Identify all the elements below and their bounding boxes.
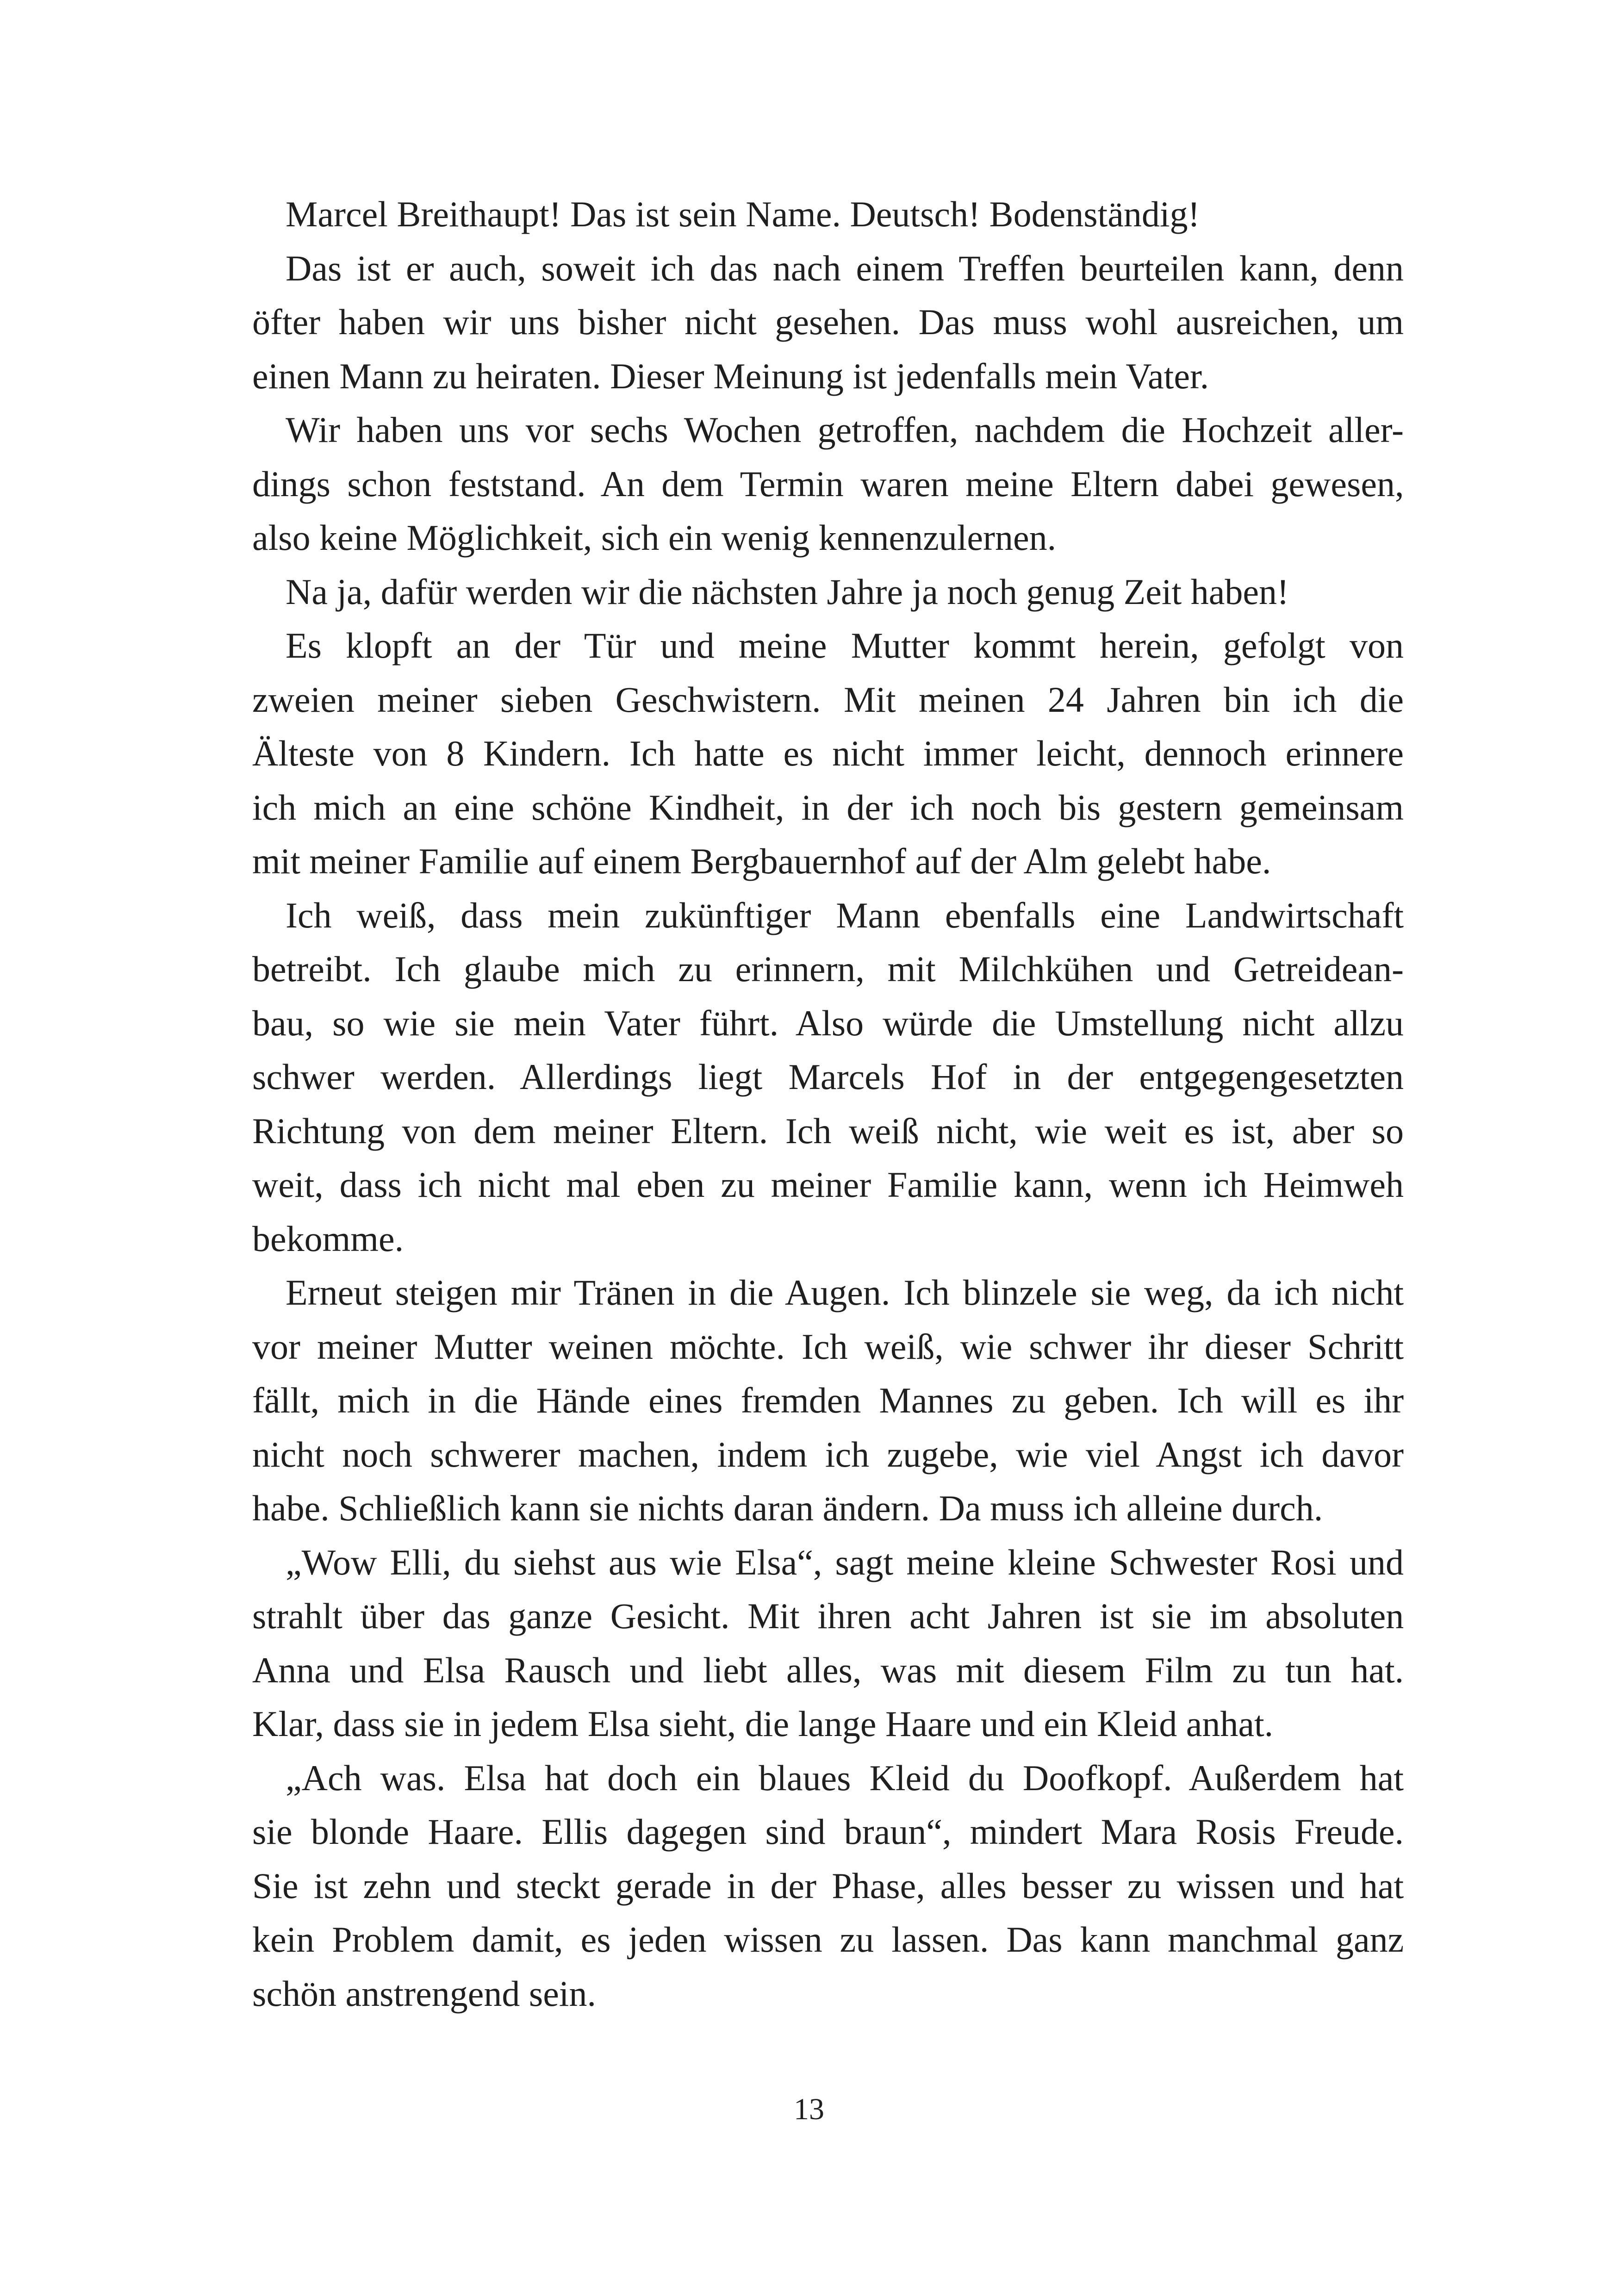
- text-line: zweien meiner sieben Geschwistern. Mit meinen 24 Jahren bin ich die: [252, 679, 1404, 720]
- paragraph: [219, 1266, 1404, 1536]
- paragraph: [219, 403, 1404, 565]
- text-line: fällt, mich in die Hände eines fremden Mannes zu geben. Ich will es ihr: [252, 1380, 1404, 1420]
- text-line: „Wow Elli, du siehst aus wie Elsa“, sagt meine kleine Schwester Rosi und: [286, 1542, 1404, 1582]
- text-line: vor meiner Mutter weinen möchte. Ich weiß, wie schwer ihr dieser Schritt: [252, 1326, 1404, 1367]
- text-line: Klar, dass sie in jedem Elsa sieht, die lange Haare und ein Kleid anhat.: [252, 1704, 1274, 1744]
- text-line: also keine Möglichkeit, sich ein wenig kennenzulernen.: [252, 517, 1057, 558]
- text-line: sie blonde Haare. Ellis dagegen sind braun“, mindert Mara Rosis Freude.: [252, 1811, 1404, 1852]
- text-line: nicht noch schwerer machen, indem ich zugebe, wie viel Angst ich davor: [252, 1434, 1404, 1475]
- text-line: Das ist er auch, soweit ich das nach einem Treffen beurteilen kann, denn: [286, 248, 1404, 288]
- text-line: Erneut steigen mir Tränen in die Augen. Ich blinzele sie weg, da ich nicht: [286, 1272, 1404, 1313]
- text-line: Wir haben uns vor sechs Wochen getroffen, nachdem die Hochzeit aller-: [286, 410, 1404, 450]
- text-line: Anna und Elsa Rausch und liebt alles, was mit diesem Film zu tun hat.: [252, 1649, 1404, 1690]
- paragraph: [219, 565, 1404, 619]
- body-text: [219, 187, 1404, 2021]
- paragraph: [219, 1536, 1404, 1751]
- text-line: Älteste von 8 Kindern. Ich hatte es nicht immer leicht, dennoch erinnere: [252, 733, 1404, 773]
- text-line: Na ja, dafür werden wir die nächsten Jahre ja noch genug Zeit haben!: [286, 571, 1289, 612]
- text-line: schwer werden. Allerdings liegt Marcels Hof in der entgegengesetzten: [252, 1057, 1404, 1097]
- paragraph: [219, 242, 1404, 404]
- text-line: weit, dass ich nicht mal eben zu meiner Familie kann, wenn ich Heimweh: [252, 1164, 1404, 1205]
- text-line: schön anstrengend sein.: [252, 1973, 596, 2014]
- text-line: „Ach was. Elsa hat doch ein blaues Kleid du Doofkopf. Außerdem hat: [286, 1757, 1404, 1798]
- text-line: bekomme.: [252, 1218, 404, 1259]
- text-line: kein Problem damit, es jeden wissen zu lassen. Das kann manchmal ganz: [252, 1919, 1404, 1960]
- text-line: ich mich an eine schöne Kindheit, in der ich noch bis gestern gemeinsam: [252, 787, 1404, 828]
- paragraph: [219, 619, 1404, 889]
- text-line: mit meiner Familie auf einem Bergbauernhof auf der Alm gelebt habe.: [252, 841, 1271, 881]
- paragraph: [219, 889, 1404, 1266]
- text-line: strahlt über das ganze Gesicht. Mit ihren acht Jahren ist sie im absoluten: [252, 1596, 1404, 1636]
- text-line: Sie ist zehn und steckt gerade in der Phase, alles besser zu wissen und hat: [252, 1865, 1404, 1906]
- text-line: Es klopft an der Tür und meine Mutter kommt herein, gefolgt von: [286, 625, 1404, 666]
- page-number: 13: [794, 2092, 824, 2126]
- text-line: einen Mann zu heiraten. Dieser Meinung ist jedenfalls mein Vater.: [252, 355, 1209, 396]
- paragraph: [219, 187, 1404, 242]
- text-line: bau, so wie sie mein Vater führt. Also würde die Umstellung nicht allzu: [252, 1002, 1404, 1043]
- text-line: Richtung von dem meiner Eltern. Ich weiß nicht, wie weit es ist, aber so: [252, 1110, 1404, 1151]
- text-line: betreibt. Ich glaube mich zu erinnern, mit Milchkühen und Getreidean-: [252, 949, 1404, 989]
- text-line: öfter haben wir uns bisher nicht gesehen. Das muss wohl ausreichen, um: [252, 302, 1404, 342]
- text-line: Ich weiß, dass mein zukünftiger Mann ebenfalls eine Landwirtschaft: [286, 895, 1404, 935]
- text-line: Marcel Breithaupt! Das ist sein Name. Deutsch! Bodenständig!: [286, 194, 1200, 234]
- paragraph: [219, 1751, 1404, 2021]
- text-line: dings schon feststand. An dem Termin waren meine Eltern dabei gewesen,: [252, 463, 1404, 504]
- text-line: habe. Schließlich kann sie nichts daran ändern. Da muss ich alleine durch.: [252, 1488, 1323, 1528]
